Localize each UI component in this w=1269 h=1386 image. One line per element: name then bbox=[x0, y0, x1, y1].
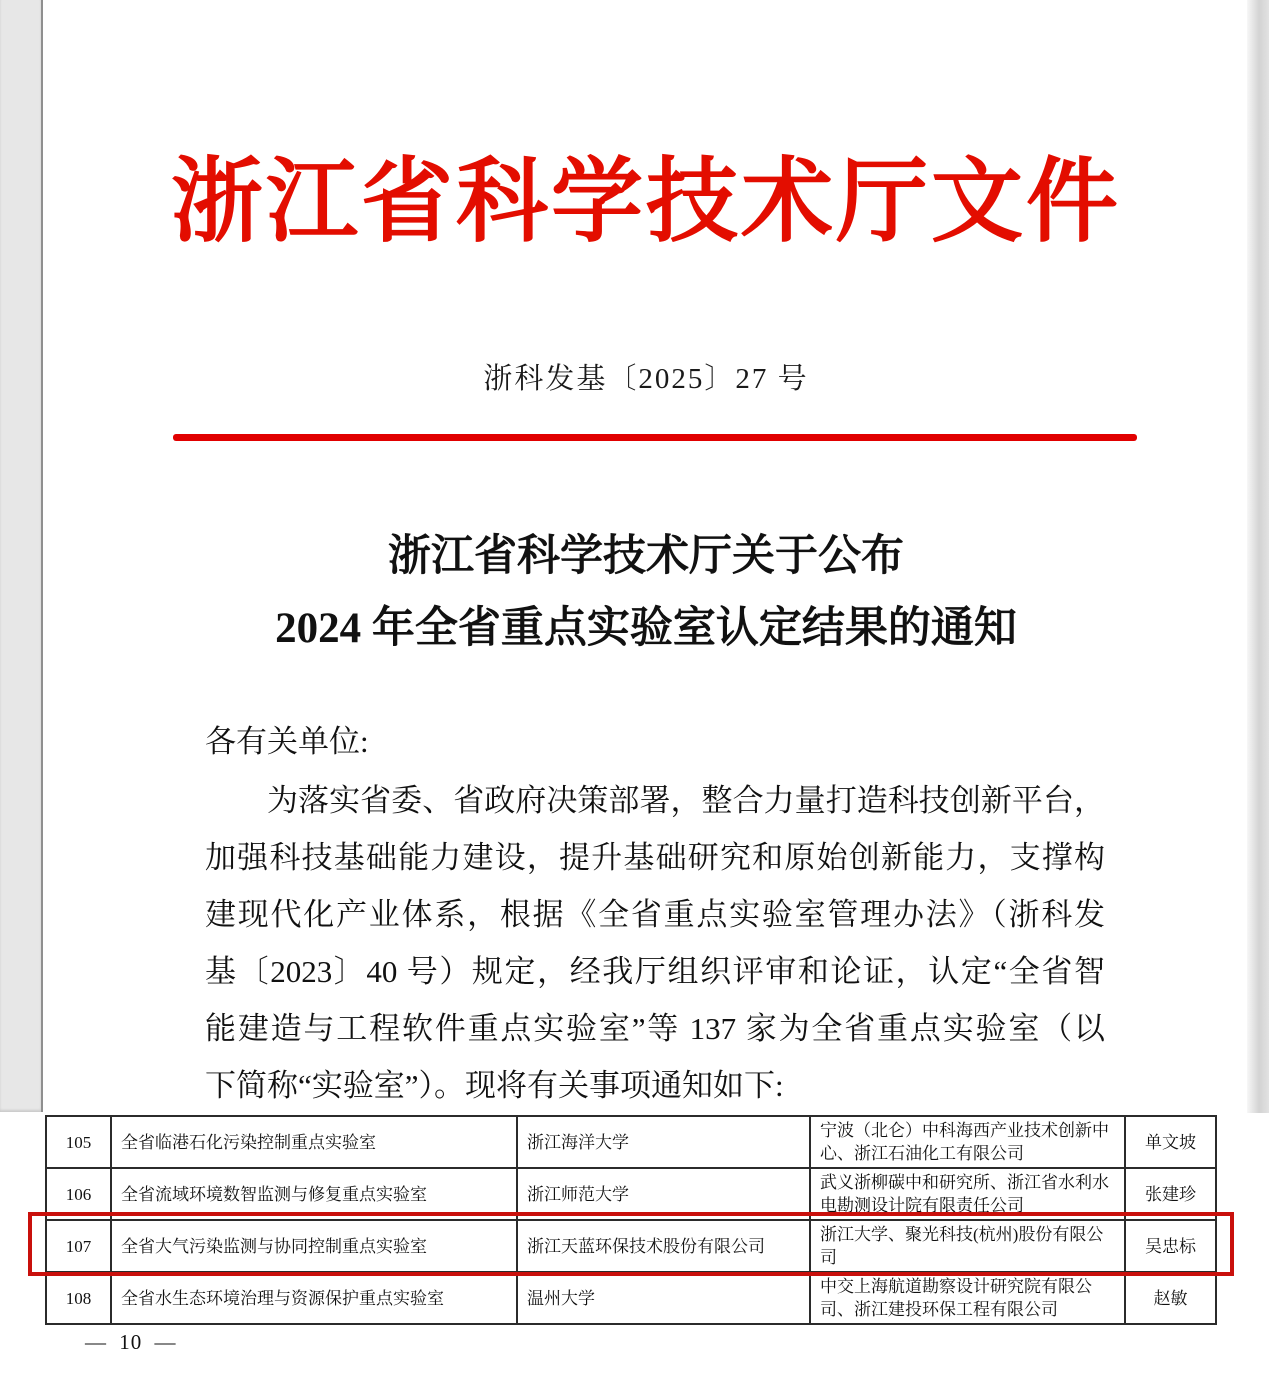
cell-director: 赵敏 bbox=[1125, 1272, 1216, 1324]
page-number: — 10 — bbox=[85, 1330, 177, 1354]
body-line-3: 建现代化产业体系，根据《全省重点实验室管理办法》（浙科发 bbox=[205, 897, 1105, 932]
document-number: 浙科发基〔2025〕27 号 bbox=[483, 363, 809, 395]
cell-row-number: 107 bbox=[46, 1220, 111, 1272]
notice-title-line1: 浙江省科学技术厅关于公布 bbox=[388, 533, 904, 580]
cell-row-number: 105 bbox=[46, 1116, 111, 1168]
cell-partner-units: 宁波（北仑）中科海西产业技术创新中心、浙江石油化工有限公司 bbox=[810, 1116, 1125, 1168]
page-left-margin-shadow bbox=[0, 0, 43, 1112]
cell-lab-name: 全省大气污染监测与协同控制重点实验室 bbox=[111, 1220, 517, 1272]
table-row-107-highlighted bbox=[46, 1220, 1216, 1272]
cell-host-unit: 浙江天蓝环保技术股份有限公司 bbox=[517, 1220, 810, 1272]
notice-title-line2: 2024 年全省重点实验室认定结果的通知 bbox=[275, 605, 1017, 652]
cell-row-number: 106 bbox=[46, 1168, 111, 1220]
table-row-108 bbox=[46, 1272, 1216, 1324]
cell-host-unit: 浙江海洋大学 bbox=[517, 1116, 810, 1168]
lab-results-table bbox=[45, 1115, 1217, 1325]
cell-lab-name: 全省水生态环境治理与资源保护重点实验室 bbox=[111, 1272, 517, 1324]
cell-partner-units: 浙江大学、聚光科技(杭州)股份有限公司 bbox=[810, 1220, 1125, 1272]
cell-director: 吴忠标 bbox=[1125, 1220, 1216, 1272]
cell-partner-units: 武义浙柳碳中和研究所、浙江省水利水电勘测设计院有限责任公司 bbox=[810, 1168, 1125, 1220]
body-line-4: 基〔2023〕40 号）规定，经我厅组织评审和论证，认定“全省智 bbox=[205, 954, 1105, 989]
cell-host-unit: 温州大学 bbox=[517, 1272, 810, 1324]
cell-director: 张建珍 bbox=[1125, 1168, 1216, 1220]
document-title: 浙江省科学技术厅文件 bbox=[170, 151, 1121, 253]
cell-lab-name: 全省流域环境数智监测与修复重点实验室 bbox=[111, 1168, 517, 1220]
cell-director: 单文坡 bbox=[1125, 1116, 1216, 1168]
cell-host-unit: 浙江师范大学 bbox=[517, 1168, 810, 1220]
body-line-1: 为落实省委、省政府决策部署，整合力量打造科技创新平台， bbox=[267, 783, 1105, 818]
body-line-5: 能建造与工程软件重点实验室”等 137 家为全省重点实验室（以 bbox=[205, 1011, 1105, 1046]
body-paragraph bbox=[205, 772, 1105, 1114]
red-divider-rule bbox=[173, 434, 1137, 441]
page-right-margin-shadow bbox=[1247, 0, 1269, 1113]
table-row-105 bbox=[46, 1116, 1216, 1168]
cell-row-number: 108 bbox=[46, 1272, 111, 1324]
body-line-2: 加强科技基础能力建设，提升基础研究和原始创新能力，支撑构 bbox=[205, 840, 1105, 875]
cell-partner-units: 中交上海航道勘察设计研究院有限公司、浙江建投环保工程有限公司 bbox=[810, 1272, 1125, 1324]
salutation: 各有关单位: bbox=[205, 724, 369, 759]
table-row-106 bbox=[46, 1168, 1216, 1220]
body-line-6: 下简称“实验室”）。现将有关事项通知如下: bbox=[205, 1068, 784, 1103]
cell-lab-name: 全省临港石化污染控制重点实验室 bbox=[111, 1116, 517, 1168]
